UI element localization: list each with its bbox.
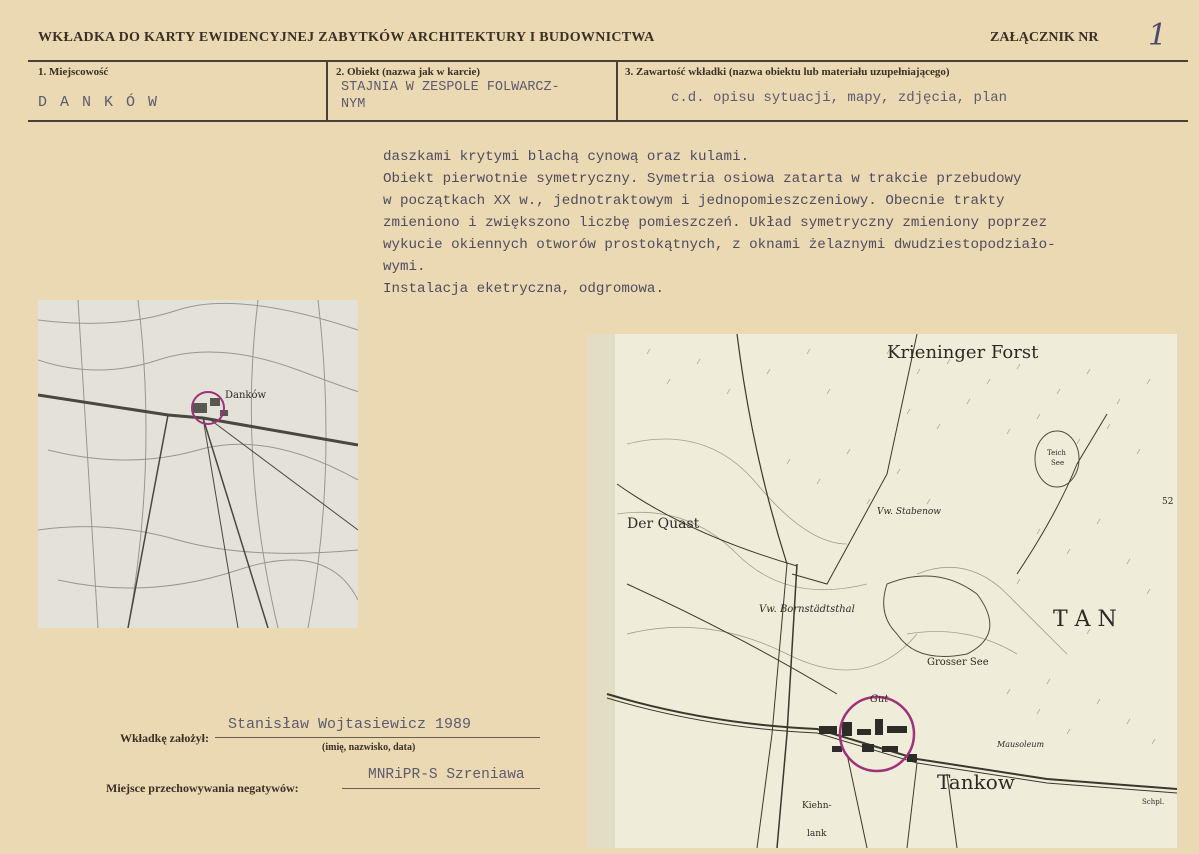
map-label-tan: T A N [1053,607,1117,632]
place-value: D A N K Ó W [38,94,160,111]
author-hint: (imię, nazwisko, data) [322,742,416,753]
map-label-quast: Der Quast [627,516,700,532]
map-label-see: See [1051,459,1065,467]
author-value: Stanisław Wojtasiewicz 1989 [228,716,472,733]
map-label-gut: Gut [870,694,889,705]
map-label-mausoleum: Mausoleum [997,740,1045,749]
header-top-rule [28,60,1188,62]
place-label: 1. Miejscowość [38,66,109,78]
content-label: 3. Zawartość wkładki (nazwa obiektu lub materiału uzupełniającego) [625,66,950,78]
map-label-schpl: Schpl. [1142,798,1165,806]
map-label-52: 52 [1162,497,1174,507]
author-label: Wkładkę założył: [120,731,209,745]
small-map-place-label: Danków [225,390,267,401]
body-line: w początkach XX w., jednotraktowym i jednopomieszczeniowy. Obecnie trakty [383,193,1005,209]
map-label-tankow: Tankow [937,770,1015,794]
map-label-teich: Teich [1047,449,1066,457]
attachment-number: 1 [1148,18,1168,53]
attachment-label: ZAŁĄCZNIK NR [990,30,1099,45]
body-line: wymi. [383,259,426,275]
column-divider-2 [616,60,618,121]
map-label-lank: lank [807,829,827,839]
header-bottom-rule [28,120,1188,122]
storage-value: MNRiPR-S Szreniawa [368,767,525,783]
historical-map-drawing [587,334,1177,848]
map-label-kiehn: Kiehn- [802,801,832,811]
small-map [38,300,358,628]
object-label: 2. Obiekt (nazwa jak w karcie) [336,66,481,78]
body-line: Instalacja eketryczna, odgromowa. [383,281,664,297]
map-label-grosser: Grosser See [927,657,989,668]
body-line: daszkami krytymi blachą cynową oraz kulami. [383,149,750,165]
storage-underline [342,788,540,789]
column-divider-1 [326,60,328,121]
body-line: Obiekt pierwotnie symetryczny. Symetria osiowa zatarta w trakcie przebudowy [383,171,1022,187]
small-map-drawing [38,300,358,628]
description-text [383,146,1188,300]
content-value: c.d. opisu sytuacji, mapy, zdjęcia, plan [671,90,1008,106]
historical-map [587,334,1177,848]
map-label-forest: Krieninger Forst [887,342,1039,363]
object-value-line2: NYM [341,97,366,112]
map-label-bornst: Vw. Bornstädtsthal [759,604,855,615]
object-value-line1: STAJNIA W ZESPOLE FOLWARCZ- [341,80,560,95]
body-line: wykucie okiennych otworów prostokątnych, z oknami żelaznymi dwudziestopodziało- [383,237,1056,253]
storage-label: Miejsce przechowywania negatywów: [106,781,299,795]
map-label-staben: Vw. Stabenow [877,507,942,517]
author-underline [215,737,540,738]
card-title: WKŁADKA DO KARTY EWIDENCYJNEJ ZABYTKÓW ARCHITEKTURY I BUDOWNICTWA [38,30,655,45]
body-line: zmieniono i zwiększono liczbę pomieszczeń. Układ symetryczny zmieniony poprzez [383,215,1048,231]
